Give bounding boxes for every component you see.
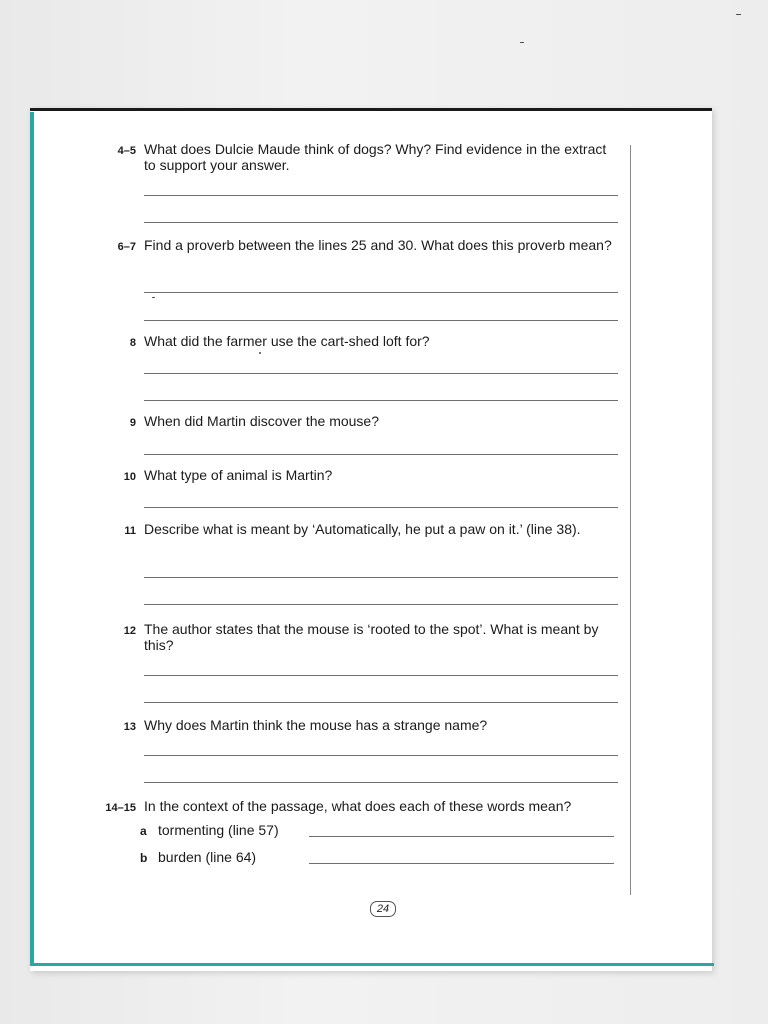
question-number: 13 (123, 721, 136, 733)
answer-line[interactable] (144, 507, 618, 508)
scan-speck (520, 42, 524, 43)
question-number: 11 (124, 525, 136, 537)
answer-line[interactable] (144, 222, 618, 223)
scan-speck (259, 352, 261, 354)
question-text: In the context of the passage, what does each of these words mean? (144, 798, 572, 814)
question-text: Why does Martin think the mouse has a strange name? (144, 717, 488, 733)
question-text: What did the farmer use the cart-shed loft for? (144, 333, 430, 349)
question-number: 8 (129, 337, 136, 349)
answer-line[interactable] (144, 577, 618, 578)
question-text: What type of animal is Martin? (144, 467, 333, 483)
question-number: 4–5 (117, 145, 136, 157)
sub-item-text: burden (line 64) (158, 849, 257, 865)
question-text: The author states that the mouse is ‘rooted to the spot’. What is meant by this? (144, 621, 599, 653)
question-number: 10 (123, 471, 136, 483)
answer-line[interactable] (144, 195, 618, 196)
scan-speck (152, 297, 155, 298)
question-text: When did Martin discover the mouse? (144, 413, 379, 429)
answer-line[interactable] (144, 675, 618, 676)
sub-item-letter: a (140, 824, 147, 838)
question-number: 6–7 (117, 241, 136, 253)
question-text: Describe what is meant by ‘Automatically, he put a paw on it.’ (line 38). (144, 521, 581, 537)
answer-line[interactable] (144, 320, 618, 321)
answer-line[interactable] (144, 400, 618, 401)
page-bottom-edge (30, 963, 714, 966)
answer-line[interactable] (144, 782, 618, 783)
question-number: 12 (123, 625, 136, 637)
answer-line[interactable] (144, 373, 618, 374)
answer-line[interactable] (144, 454, 618, 455)
answer-line[interactable] (144, 702, 618, 703)
scan-speck (736, 14, 741, 15)
answer-line[interactable] (309, 836, 614, 837)
answer-line[interactable] (144, 604, 618, 605)
answer-line[interactable] (144, 292, 618, 293)
sub-item-text: tormenting (line 57) (158, 822, 279, 838)
sub-item-letter: b (140, 851, 148, 865)
question-text: What does Dulcie Maude think of dogs? Why? Find evidence in the extract to support your answer. (144, 141, 607, 173)
question-number: 9 (129, 417, 136, 429)
question-text: Find a proverb between the lines 25 and 30. What does this proverb mean? (144, 237, 612, 253)
margin-rule (630, 145, 631, 895)
answer-line[interactable] (144, 755, 618, 756)
answer-line[interactable] (309, 863, 614, 864)
page-number: 24 (370, 901, 396, 917)
question-number: 14–15 (105, 802, 136, 814)
